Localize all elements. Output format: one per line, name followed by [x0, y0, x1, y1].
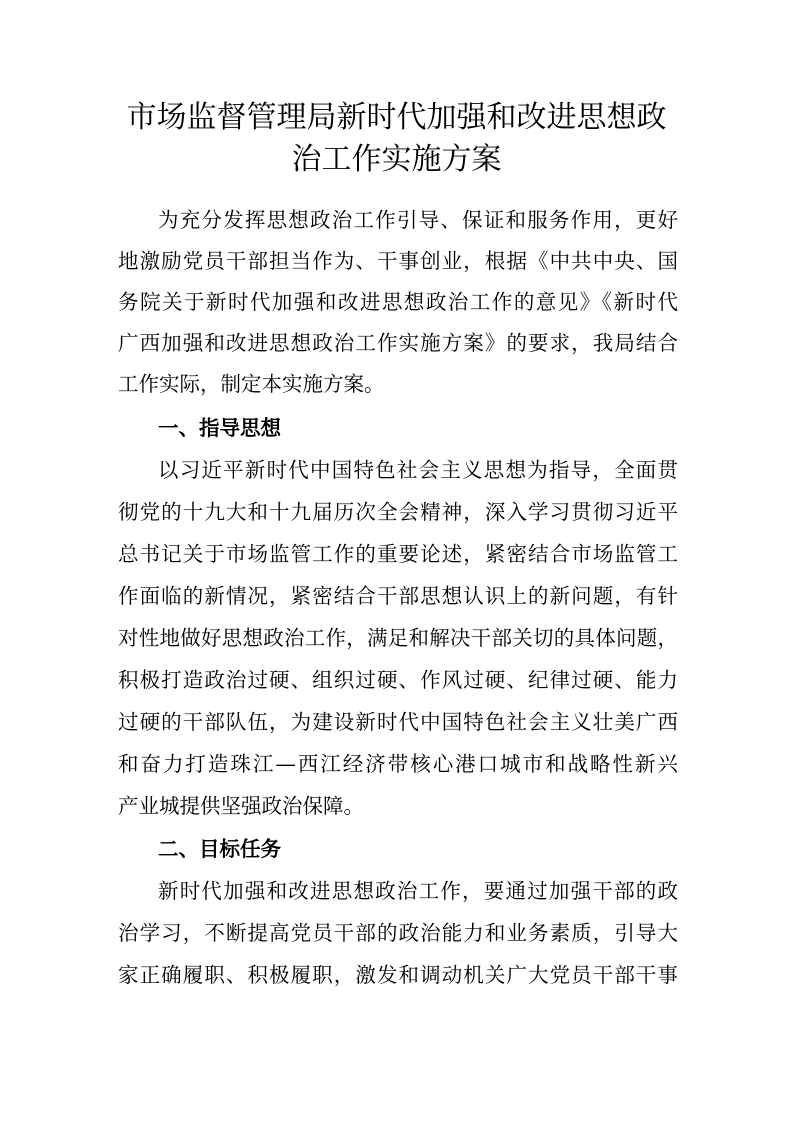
section2-line: 治学习，不断提高党员干部的政治能力和业务素质，引导大 — [118, 921, 678, 945]
document-title-line-2: 治工作实施方案 — [291, 142, 502, 177]
section2-line: 新时代加强和改进思想政治工作，要通过加强干部的政 — [158, 879, 678, 903]
section1-line: 积极打造政治过硬、组织过硬、作风过硬、纪律过硬、能力 — [118, 668, 678, 692]
document-title-line-1: 市场监督管理局新时代加强和改进思想政 — [126, 100, 667, 135]
intro-line: 地激励党员干部担当作为、干事创业，根据《中共中央、国 — [118, 249, 678, 273]
section2-line: 家正确履职、积极履职，激发和调动机关广大党员干部干事 — [118, 963, 678, 987]
section1-line: 彻党的十九大和十九届历次全会精神，深入学习贯彻习近平 — [118, 500, 678, 524]
section1-line: 过硬的干部队伍，为建设新时代中国特色社会主义壮美广西 — [118, 710, 678, 734]
intro-line: 务院关于新时代加强和改进思想政治工作的意见》《新时代 — [118, 290, 678, 314]
section-heading-goals-tasks: 二、目标任务 — [158, 837, 281, 861]
section1-line: 产业城提供坚强政治保障。 — [118, 794, 364, 818]
section1-line: 作面临的新情况，紧密结合干部思想认识上的新问题，有针 — [118, 584, 678, 608]
intro-line: 广西加强和改进思想政治工作实施方案》的要求，我局结合 — [118, 331, 678, 355]
section1-line: 以习近平新时代中国特色社会主义思想为指导，全面贯 — [158, 458, 678, 482]
intro-line: 为充分发挥思想政治工作引导、保证和服务作用，更好 — [158, 208, 678, 232]
section1-line: 和奋力打造珠江—西江经济带核心港口城市和战略性新兴 — [118, 752, 678, 776]
section1-line: 对性地做好思想政治工作，满足和解决干部关切的具体问题， — [118, 626, 678, 650]
section-heading-guiding-thought: 一、指导思想 — [158, 416, 281, 440]
section1-line: 总书记关于市场监管工作的重要论述，紧密结合市场监管工 — [118, 542, 678, 566]
intro-line: 工作实际，制定本实施方案。 — [118, 372, 385, 396]
